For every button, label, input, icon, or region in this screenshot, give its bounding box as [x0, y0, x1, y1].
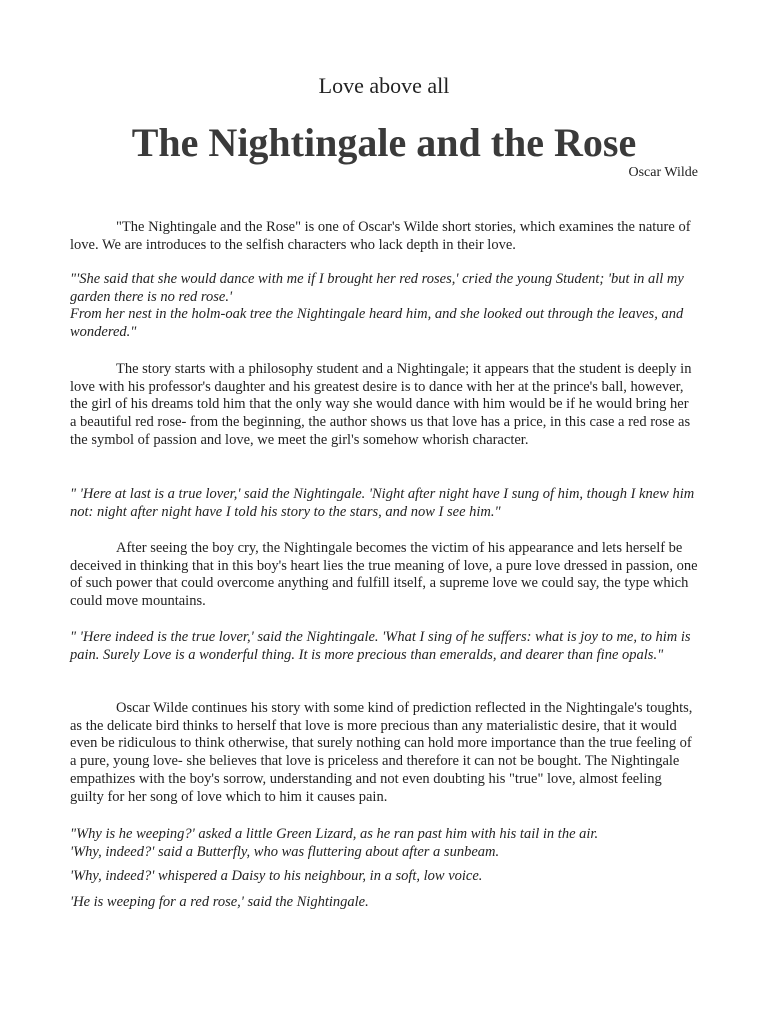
quote-block-lizard [70, 826, 698, 861]
quote-daisy: 'Why, indeed?' whispered a Daisy to his neighbour, in a soft, low voice. [70, 868, 483, 884]
quote-line: "Why is he weeping?' asked a little Green Lizard, as he ran past him with his tail in the air. [70, 826, 599, 842]
quote-red-rose: 'He is weeping for a red rose,' said the Nightingale. [70, 894, 369, 910]
quote-block-student [70, 271, 698, 342]
quote-true-lover-indeed: " 'Here indeed is the true lover,' said the Nightingale. 'What I sing of he suffers: what is joy to me, to him is pain. Surely Love is a wonderful thing. It is more precious than emeralds, and dearer than fine opals." [70, 629, 691, 663]
quote-line: 'Why, indeed?' said a Butterfly, who was fluttering about after a sunbeam. [70, 843, 500, 860]
paragraph-story-start: The story starts with a philosophy student and a Nightingale; it appears that the student is deeply in love with his professor's daughter and his greatest desire is to dance with her at the prince's ball, however, the girl of his dreams told him that the only way she would dance with him would be if he would bring her a beautiful red rose- from the beginning, the author shows us that love has a price, in this case a red rose as the symbol of passion and love, we meet the girl's somehow whorish character. [70, 361, 692, 448]
paragraph-prediction: Oscar Wilde continues his story with some kind of prediction reflected in the Nightingale's toughts, as the delicate bird thinks to herself that love is more precious than any materialistic desire, that it would even be ridiculous to think otherwise, that surely nothing can hold more importance than the true feeling of a pure, young love- she believes that love is priceless and therefore it can not be bought. The Nightingale empathizes with the boy's sorrow, understanding and not even doubting his "true" love, almost feeling guilty for her song of love which to him it causes pain. [70, 700, 693, 805]
document-kicker: Love above all [318, 73, 450, 98]
quote-line: "'She said that she would dance with me if I brought her red roses,' cried the young Student; 'but in all my garden there is no red rose.' [70, 271, 684, 305]
paragraph-intro: "The Nightingale and the Rose" is one of Oscar's Wilde short stories, which examines the nature of love. We are introduces to the selfish characters who lack depth in their love. [70, 219, 691, 253]
paragraph-victim: After seeing the boy cry, the Nightingale becomes the victim of his appearance and lets herself be deceived in thinking that in this boy's heart lies the true meaning of love, a pure love dressed in passion, one of such power that could overcome anything and fulfill itself, a supreme love we could say, the type which could move mountains. [70, 540, 698, 610]
quote-true-lover: " 'Here at last is a true lover,' said the Nightingale. 'Night after night have I sung of him, though I knew him not: night after night have I told his story to the stars, and now I see him." [70, 486, 695, 520]
document-author: Oscar Wilde [628, 165, 698, 180]
document-title: The Nightingale and the Rose [131, 120, 637, 165]
quote-line: From her nest in the holm-oak tree the Nightingale heard him, and she looked out through the leaves, and wondered." [70, 306, 684, 341]
